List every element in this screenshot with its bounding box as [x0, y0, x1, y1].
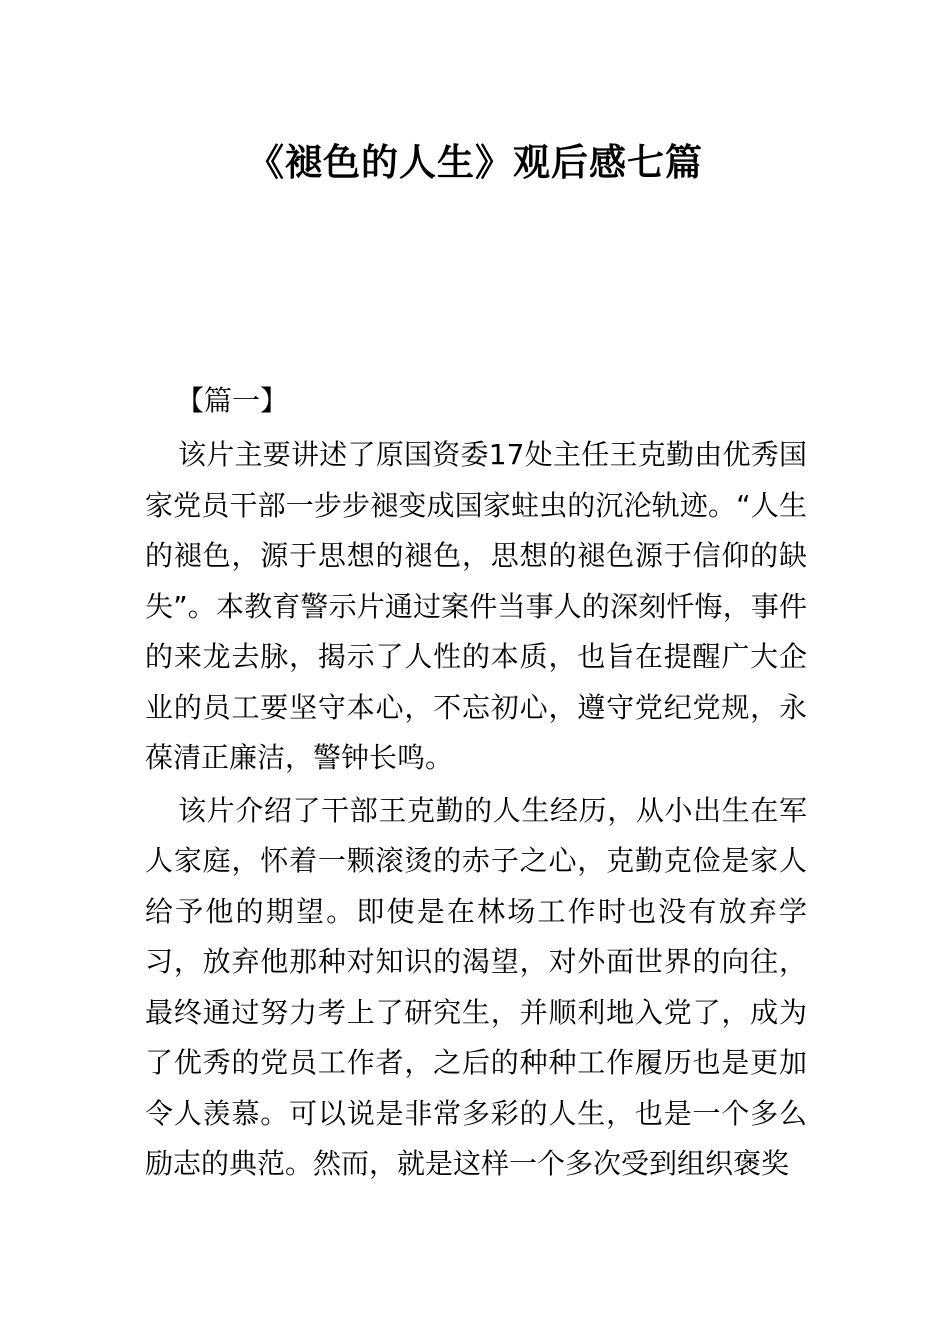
paragraph-2: 该片介绍了干部王克勤的人生经历，从小出生在军人家庭，怀着一颗滚烫的赤子之心，克勤克俭是家人给予他的期望。即使是在林场工作时也没有放弃学习，放弃他那种对知识的渴望，对外面世界的向往，最终通过努力考上了研究生，并顺利地入党了，成为了优秀的党员工作者，之后的种种工作履历也是更加令人羡慕。可以说是非常多彩的人生，也是一个多么励志的典范。然而，就是这样一个多次受到组织褒奖 [145, 793, 807, 1180]
body-text [145, 430, 807, 1192]
paragraph-1: 该片主要讲述了原国资委17处主任王克勤由优秀国家党员干部一步步褪变成国家蛀虫的沉沦轨迹。“人生的褪色，源于思想的褪色，思想的褪色源于信仰的缺失”。本教育警示片通过案件当事人的深刻忏悔，事件的来龙去脉，揭示了人性的本质，也旨在提醒广大企业的员工要坚守本心，不忘初心，遵守党纪党规，永葆清正廉洁，警钟长鸣。 [145, 438, 807, 774]
document-title: 《褪色的人生》观后感七篇 [247, 141, 703, 184]
section-heading: 【篇一】 [176, 384, 289, 417]
